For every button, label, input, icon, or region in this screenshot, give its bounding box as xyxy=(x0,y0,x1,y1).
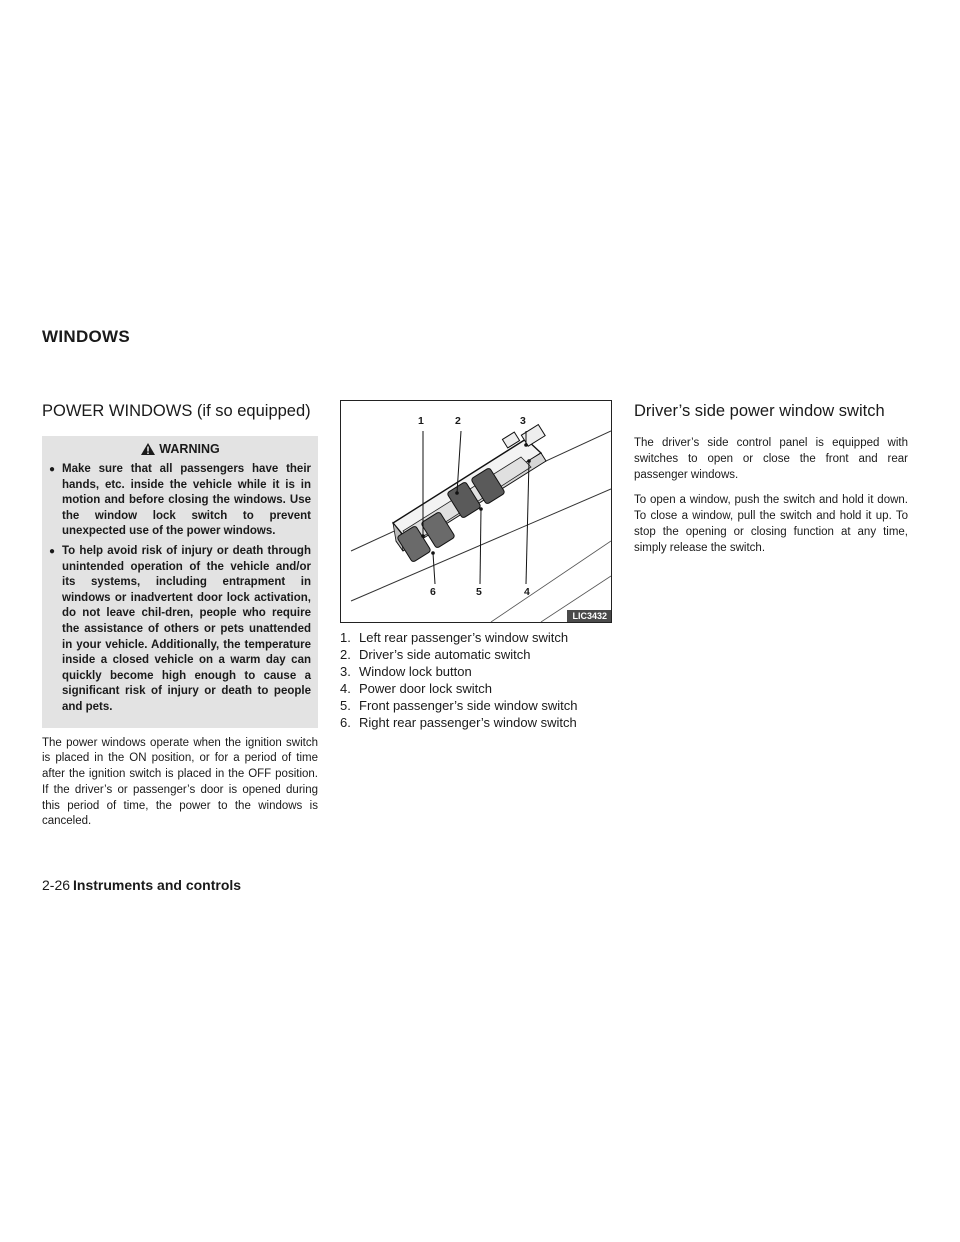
list-label: Right rear passenger’s window switch xyxy=(359,715,577,730)
warning-item xyxy=(49,544,311,716)
list-label: Window lock button xyxy=(359,664,472,679)
page-number: 2-26 xyxy=(42,877,71,893)
left-column xyxy=(42,400,318,840)
driver-switch-title: Driver’s side power window switch xyxy=(634,402,885,420)
power-windows-description: The power windows operate when the ignition switch is placed in the ON position, or for a period of time after the ignition switch is placed in the OFF position. If the driver’s or passenger’s door is opened during this period of time, the power to the windows is canceled. xyxy=(42,736,318,828)
callout-6: 6 xyxy=(430,586,436,598)
list-item xyxy=(340,697,612,714)
right-column xyxy=(634,400,908,567)
warning-heading xyxy=(49,442,311,456)
warning-text: Make sure that all passengers have their hands, etc. inside the vehicle while it is in motion and before closing the windows. Use the window lock switch to prevent unexpected use of the power windows. xyxy=(62,463,311,538)
section-title: WINDOWS xyxy=(42,327,131,346)
list-label: Left rear passenger’s window switch xyxy=(359,630,569,645)
bullet-icon: ● xyxy=(49,545,56,557)
list-item xyxy=(340,646,612,663)
warning-list xyxy=(49,462,311,716)
parts-list xyxy=(340,629,612,731)
page-footer xyxy=(42,877,241,893)
figure-id: LIC3432 xyxy=(567,610,611,622)
power-windows-title: POWER WINDOWS (if so equipped) xyxy=(42,402,311,420)
paragraph: To open a window, push the switch and hold it down. To close a window, pull the switch and hold it up. To stop the opening or closing function at any time, simply release the switch. xyxy=(634,494,908,554)
window-switch-illustration xyxy=(340,400,612,623)
callout-3: 3 xyxy=(520,415,526,427)
callout-2: 2 xyxy=(455,415,461,427)
list-number: 6. xyxy=(340,715,351,730)
list-label: Front passenger’s side window switch xyxy=(359,698,578,713)
list-number: 5. xyxy=(340,698,351,713)
warning-item xyxy=(49,462,311,540)
bullet-icon: ● xyxy=(49,464,56,475)
callout-4: 4 xyxy=(524,586,530,598)
list-label: Driver’s side automatic switch xyxy=(359,647,531,662)
warning-label: WARNING xyxy=(159,442,220,456)
list-item xyxy=(340,714,612,731)
list-number: 3. xyxy=(340,664,351,679)
list-number: 4. xyxy=(340,681,351,696)
list-item xyxy=(340,629,612,646)
list-number: 1. xyxy=(340,630,351,645)
list-number: 2. xyxy=(340,647,351,662)
chapter-title: Instruments and controls xyxy=(73,877,242,893)
list-item xyxy=(340,680,612,697)
paragraph: The driver’s side control panel is equipped with switches to open or close the front and rear passenger windows. xyxy=(634,437,908,481)
warning-text: To help avoid risk of injury or death through unintended operation of the vehicle and/or its systems, including entrapment in windows or inadvertent door lock activation, do not leave chil-dren, people who require the assistance of others or pets unattended in your vehicle. Additionally, the temperature inside a closed vehicle on a warm day can quickly become high enough to cause a significant risk of injury or death to people and pets. xyxy=(62,544,311,713)
warning-box xyxy=(42,436,318,728)
middle-column xyxy=(340,400,612,731)
list-label: Power door lock switch xyxy=(359,681,492,696)
warning-triangle-icon xyxy=(140,442,156,456)
list-item xyxy=(340,663,612,680)
callout-5: 5 xyxy=(476,586,482,598)
callout-1: 1 xyxy=(418,415,424,427)
